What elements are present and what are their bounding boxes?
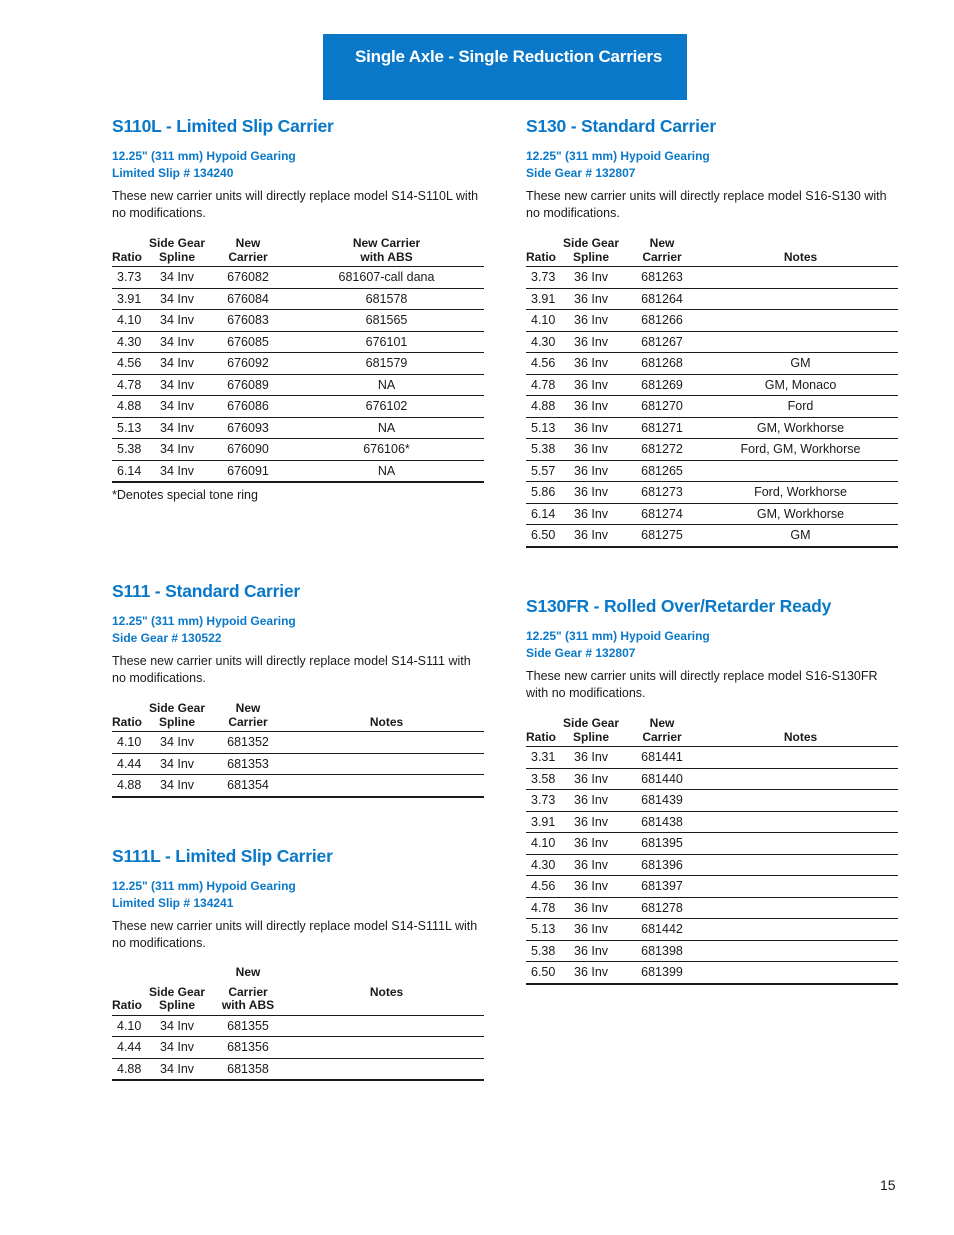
- table-row: [112, 439, 484, 461]
- cell-ratio: 4.10: [526, 833, 561, 855]
- cell-ratio: 4.78: [526, 374, 561, 396]
- carrier-table: [112, 237, 484, 483]
- cell-ratio: 4.78: [112, 374, 147, 396]
- cell-carrier: 681271: [621, 417, 703, 439]
- table-row: [526, 482, 898, 504]
- table-row: [526, 288, 898, 310]
- table-row: [112, 1037, 484, 1059]
- cell-notes: [289, 753, 484, 775]
- gearing-spec: 12.25" (311 mm) Hypoid Gearing: [526, 149, 710, 163]
- section-title: S111 - Standard Carrier: [112, 581, 300, 601]
- carrier-table: [112, 702, 484, 798]
- table-row: [526, 503, 898, 525]
- cell-spline: 36 Inv: [561, 962, 621, 984]
- cell-carrier: 681268: [621, 353, 703, 375]
- header-ratio: Ratio: [112, 702, 147, 732]
- cell-ratio: 4.44: [112, 1037, 147, 1059]
- cell-carrier: 681263: [621, 267, 703, 289]
- cell-carrier: 681353: [207, 753, 289, 775]
- cell-notes: 676106*: [289, 439, 484, 461]
- cell-ratio: 4.88: [112, 396, 147, 418]
- cell-notes: [703, 811, 898, 833]
- cell-spline: 34 Inv: [147, 1037, 207, 1059]
- cell-carrier: 676086: [207, 396, 289, 418]
- cell-ratio: 3.73: [526, 790, 561, 812]
- cell-spline: 34 Inv: [147, 353, 207, 375]
- cell-carrier: 681441: [621, 747, 703, 769]
- cell-spline: 34 Inv: [147, 396, 207, 418]
- cell-notes: [703, 747, 898, 769]
- page-number: 15: [880, 1177, 896, 1193]
- cell-notes: Ford, GM, Workhorse: [703, 439, 898, 461]
- section-title: S111L - Limited Slip Carrier: [112, 846, 333, 866]
- cell-ratio: 6.50: [526, 962, 561, 984]
- cell-notes: [703, 790, 898, 812]
- cell-notes: NA: [289, 460, 484, 482]
- cell-notes: [703, 876, 898, 898]
- part-number: Side Gear # 132807: [526, 166, 636, 180]
- cell-spline: 36 Inv: [561, 790, 621, 812]
- cell-notes: [703, 768, 898, 790]
- cell-spline: 36 Inv: [561, 503, 621, 525]
- table-row: [526, 267, 898, 289]
- cell-ratio: 6.50: [526, 525, 561, 547]
- cell-spline: 36 Inv: [561, 267, 621, 289]
- table-row: [112, 775, 484, 797]
- cell-ratio: 6.14: [526, 503, 561, 525]
- cell-spline: 36 Inv: [561, 876, 621, 898]
- cell-carrier: 681399: [621, 962, 703, 984]
- cell-spline: 36 Inv: [561, 331, 621, 353]
- cell-spline: 36 Inv: [561, 396, 621, 418]
- cell-carrier: 676090: [207, 439, 289, 461]
- table-row: [526, 897, 898, 919]
- section-description: These new carrier units will directly replace model S16-S130 with no modifications.: [526, 189, 887, 220]
- section-s130: [526, 115, 898, 548]
- cell-notes: NA: [289, 374, 484, 396]
- cell-spline: 36 Inv: [561, 940, 621, 962]
- cell-ratio: 4.56: [526, 353, 561, 375]
- cell-ratio: 5.13: [526, 919, 561, 941]
- cell-notes: 681607-call dana: [289, 267, 484, 289]
- section-description: These new carrier units will directly replace model S16-S130FR with no modifications.: [526, 669, 878, 700]
- section-description: These new carrier units will directly replace model S14-S111 with no modifications.: [112, 654, 471, 685]
- cell-notes: [703, 897, 898, 919]
- cell-ratio: 5.57: [526, 460, 561, 482]
- carrier-table: [112, 966, 484, 1081]
- table-row: [112, 753, 484, 775]
- cell-ratio: 5.38: [526, 940, 561, 962]
- cell-spline: 34 Inv: [147, 753, 207, 775]
- header-spline: Side Gear Spline: [561, 237, 621, 267]
- cell-spline: 36 Inv: [561, 482, 621, 504]
- cell-spline: 34 Inv: [147, 374, 207, 396]
- table-row: [526, 460, 898, 482]
- cell-carrier: 676084: [207, 288, 289, 310]
- table-row: [112, 1058, 484, 1080]
- section-description: These new carrier units will directly replace model S14-S111L with no modifications.: [112, 919, 478, 950]
- gearing-spec: 12.25" (311 mm) Hypoid Gearing: [112, 614, 296, 628]
- header-ratio: Ratio: [526, 717, 561, 747]
- header-spline: Side Gear Spline: [147, 986, 207, 1016]
- cell-notes: 681579: [289, 353, 484, 375]
- cell-carrier: 681395: [621, 833, 703, 855]
- cell-carrier: 681273: [621, 482, 703, 504]
- header-notes: Notes: [703, 717, 898, 747]
- cell-notes: [289, 1037, 484, 1059]
- cell-spline: 34 Inv: [147, 267, 207, 289]
- section-s111: [112, 580, 484, 798]
- cell-carrier: 676085: [207, 331, 289, 353]
- gearing-spec: 12.25" (311 mm) Hypoid Gearing: [112, 149, 296, 163]
- cell-carrier: 681439: [621, 790, 703, 812]
- cell-ratio: 5.13: [526, 417, 561, 439]
- cell-ratio: 4.56: [112, 353, 147, 375]
- cell-notes: [703, 331, 898, 353]
- cell-carrier: 681267: [621, 331, 703, 353]
- cell-carrier: 681266: [621, 310, 703, 332]
- cell-ratio: 5.38: [112, 439, 147, 461]
- cell-carrier: 681270: [621, 396, 703, 418]
- table-row: [526, 374, 898, 396]
- cell-spline: 34 Inv: [147, 331, 207, 353]
- section-s130fr: [526, 595, 898, 985]
- cell-ratio: 4.88: [112, 1058, 147, 1080]
- cell-ratio: 5.86: [526, 482, 561, 504]
- header-carrier-abs: New Carrier with ABS: [289, 237, 484, 267]
- cell-carrier: 681264: [621, 288, 703, 310]
- cell-spline: 36 Inv: [561, 288, 621, 310]
- header-carrier-top: New: [235, 965, 261, 979]
- carrier-table: [526, 237, 898, 548]
- table-row: [112, 353, 484, 375]
- cell-ratio: 4.10: [112, 1015, 147, 1037]
- cell-notes: [703, 310, 898, 332]
- cell-carrier: 681265: [621, 460, 703, 482]
- cell-spline: 34 Inv: [147, 775, 207, 797]
- cell-spline: 34 Inv: [147, 732, 207, 754]
- cell-notes: GM, Monaco: [703, 374, 898, 396]
- table-row: [526, 919, 898, 941]
- table-row: [526, 439, 898, 461]
- cell-ratio: 3.91: [112, 288, 147, 310]
- table-row: [526, 940, 898, 962]
- table-row: [112, 374, 484, 396]
- cell-spline: 36 Inv: [561, 854, 621, 876]
- gearing-spec: 12.25" (311 mm) Hypoid Gearing: [112, 879, 296, 893]
- cell-notes: GM, Workhorse: [703, 503, 898, 525]
- cell-notes: Ford: [703, 396, 898, 418]
- cell-ratio: 3.91: [526, 288, 561, 310]
- cell-ratio: 5.13: [112, 417, 147, 439]
- cell-carrier: 676093: [207, 417, 289, 439]
- section-s110l: [112, 115, 484, 504]
- cell-carrier: 681396: [621, 854, 703, 876]
- table-row: [526, 310, 898, 332]
- table-row: [112, 267, 484, 289]
- part-number: Side Gear # 132807: [526, 646, 636, 660]
- table-row: [526, 331, 898, 353]
- cell-spline: 36 Inv: [561, 460, 621, 482]
- cell-ratio: 4.30: [526, 331, 561, 353]
- table-row: [526, 854, 898, 876]
- section-title: S130 - Standard Carrier: [526, 116, 716, 136]
- cell-spline: 36 Inv: [561, 768, 621, 790]
- cell-spline: 34 Inv: [147, 417, 207, 439]
- cell-spline: 36 Inv: [561, 919, 621, 941]
- cell-notes: GM: [703, 353, 898, 375]
- table-row: [112, 460, 484, 482]
- table-row: [526, 417, 898, 439]
- cell-spline: 36 Inv: [561, 897, 621, 919]
- table-row: [526, 790, 898, 812]
- header-carrier: New Carrier: [621, 717, 703, 747]
- cell-spline: 36 Inv: [561, 747, 621, 769]
- cell-carrier: 681278: [621, 897, 703, 919]
- table-row: [112, 310, 484, 332]
- cell-notes: 676102: [289, 396, 484, 418]
- cell-ratio: 4.10: [526, 310, 561, 332]
- cell-notes: [289, 732, 484, 754]
- section-s111l: [112, 845, 484, 1081]
- cell-carrier: 676092: [207, 353, 289, 375]
- cell-notes: [703, 962, 898, 984]
- cell-carrier: 681355: [207, 1015, 289, 1037]
- cell-ratio: 4.30: [526, 854, 561, 876]
- section-title: S110L - Limited Slip Carrier: [112, 116, 334, 136]
- cell-notes: Ford, Workhorse: [703, 482, 898, 504]
- cell-notes: 681565: [289, 310, 484, 332]
- header-notes: Notes: [289, 702, 484, 732]
- cell-carrier: 681272: [621, 439, 703, 461]
- cell-carrier: 681356: [207, 1037, 289, 1059]
- cell-ratio: 4.10: [112, 732, 147, 754]
- cell-spline: 36 Inv: [561, 417, 621, 439]
- cell-spline: 36 Inv: [561, 374, 621, 396]
- cell-carrier: 681438: [621, 811, 703, 833]
- cell-notes: GM: [703, 525, 898, 547]
- cell-carrier: 681352: [207, 732, 289, 754]
- header-carrier: New Carrier: [621, 237, 703, 267]
- cell-notes: 676101: [289, 331, 484, 353]
- cell-spline: 34 Inv: [147, 310, 207, 332]
- table-row: [526, 833, 898, 855]
- cell-carrier: 676082: [207, 267, 289, 289]
- cell-notes: 681578: [289, 288, 484, 310]
- section-title: S130FR - Rolled Over/Retarder Ready: [526, 596, 832, 616]
- table-row: [112, 396, 484, 418]
- part-number: Side Gear # 130522: [112, 631, 222, 645]
- table-row: [526, 811, 898, 833]
- section-description: These new carrier units will directly replace model S14-S110L with no modifications.: [112, 189, 479, 220]
- cell-notes: [703, 854, 898, 876]
- cell-carrier: 676083: [207, 310, 289, 332]
- cell-spline: 36 Inv: [561, 525, 621, 547]
- table-row: [112, 1015, 484, 1037]
- cell-ratio: 4.30: [112, 331, 147, 353]
- cell-notes: [703, 919, 898, 941]
- cell-notes: [703, 833, 898, 855]
- header-ratio: Ratio: [112, 237, 147, 267]
- header-ratio: Ratio: [526, 237, 561, 267]
- cell-spline: 36 Inv: [561, 811, 621, 833]
- header-spline: Side Gear Spline: [561, 717, 621, 747]
- cell-ratio: 3.91: [526, 811, 561, 833]
- cell-carrier: 681354: [207, 775, 289, 797]
- header-spline: Side Gear Spline: [147, 237, 207, 267]
- cell-spline: 34 Inv: [147, 439, 207, 461]
- cell-ratio: 3.73: [112, 267, 147, 289]
- cell-carrier: 676091: [207, 460, 289, 482]
- cell-carrier: 681398: [621, 940, 703, 962]
- gearing-spec: 12.25" (311 mm) Hypoid Gearing: [526, 629, 710, 643]
- cell-ratio: 4.44: [112, 753, 147, 775]
- table-row: [526, 396, 898, 418]
- cell-spline: 36 Inv: [561, 353, 621, 375]
- cell-spline: 36 Inv: [561, 439, 621, 461]
- cell-ratio: 5.38: [526, 439, 561, 461]
- cell-spline: 34 Inv: [147, 288, 207, 310]
- cell-ratio: 4.78: [526, 897, 561, 919]
- cell-ratio: 6.14: [112, 460, 147, 482]
- header-spline: Side Gear Spline: [147, 702, 207, 732]
- cell-carrier: 681440: [621, 768, 703, 790]
- cell-notes: [289, 1015, 484, 1037]
- header-carrier: New Carrier: [207, 702, 289, 732]
- cell-ratio: 4.88: [112, 775, 147, 797]
- cell-spline: 36 Inv: [561, 310, 621, 332]
- table-row: [526, 962, 898, 984]
- cell-notes: [703, 940, 898, 962]
- cell-carrier: 676089: [207, 374, 289, 396]
- cell-ratio: 3.31: [526, 747, 561, 769]
- cell-carrier: 681274: [621, 503, 703, 525]
- table-row: [526, 768, 898, 790]
- footnote: *Denotes special tone ring: [112, 488, 258, 502]
- page-banner: [323, 34, 687, 100]
- table-row: [112, 417, 484, 439]
- header-notes: Notes: [703, 237, 898, 267]
- cell-carrier: 681397: [621, 876, 703, 898]
- header-ratio: Ratio: [112, 986, 147, 1016]
- banner-title: Single Axle - Single Reduction Carriers: [355, 47, 663, 66]
- cell-spline: 36 Inv: [561, 833, 621, 855]
- cell-ratio: 4.10: [112, 310, 147, 332]
- cell-carrier: 681442: [621, 919, 703, 941]
- part-number: Limited Slip # 134241: [112, 896, 234, 910]
- cell-carrier: 681275: [621, 525, 703, 547]
- cell-spline: 34 Inv: [147, 1015, 207, 1037]
- table-row: [112, 331, 484, 353]
- cell-ratio: 4.88: [526, 396, 561, 418]
- cell-notes: [703, 460, 898, 482]
- header-notes: Notes: [289, 986, 484, 1016]
- cell-notes: GM, Workhorse: [703, 417, 898, 439]
- cell-carrier: 681358: [207, 1058, 289, 1080]
- table-row: [526, 876, 898, 898]
- carrier-table: [526, 717, 898, 985]
- cell-ratio: 3.73: [526, 267, 561, 289]
- table-row: [112, 732, 484, 754]
- cell-notes: [703, 267, 898, 289]
- table-row: [526, 353, 898, 375]
- cell-notes: [289, 1058, 484, 1080]
- cell-notes: [703, 288, 898, 310]
- header-carrier-abs: Carrier with ABS: [207, 986, 289, 1016]
- cell-ratio: 4.56: [526, 876, 561, 898]
- cell-spline: 34 Inv: [147, 460, 207, 482]
- table-row: [526, 747, 898, 769]
- cell-spline: 34 Inv: [147, 1058, 207, 1080]
- header-carrier: New Carrier: [207, 237, 289, 267]
- table-row: [112, 288, 484, 310]
- table-row: [526, 525, 898, 547]
- cell-ratio: 3.58: [526, 768, 561, 790]
- cell-notes: [289, 775, 484, 797]
- cell-carrier: 681269: [621, 374, 703, 396]
- cell-notes: NA: [289, 417, 484, 439]
- part-number: Limited Slip # 134240: [112, 166, 234, 180]
